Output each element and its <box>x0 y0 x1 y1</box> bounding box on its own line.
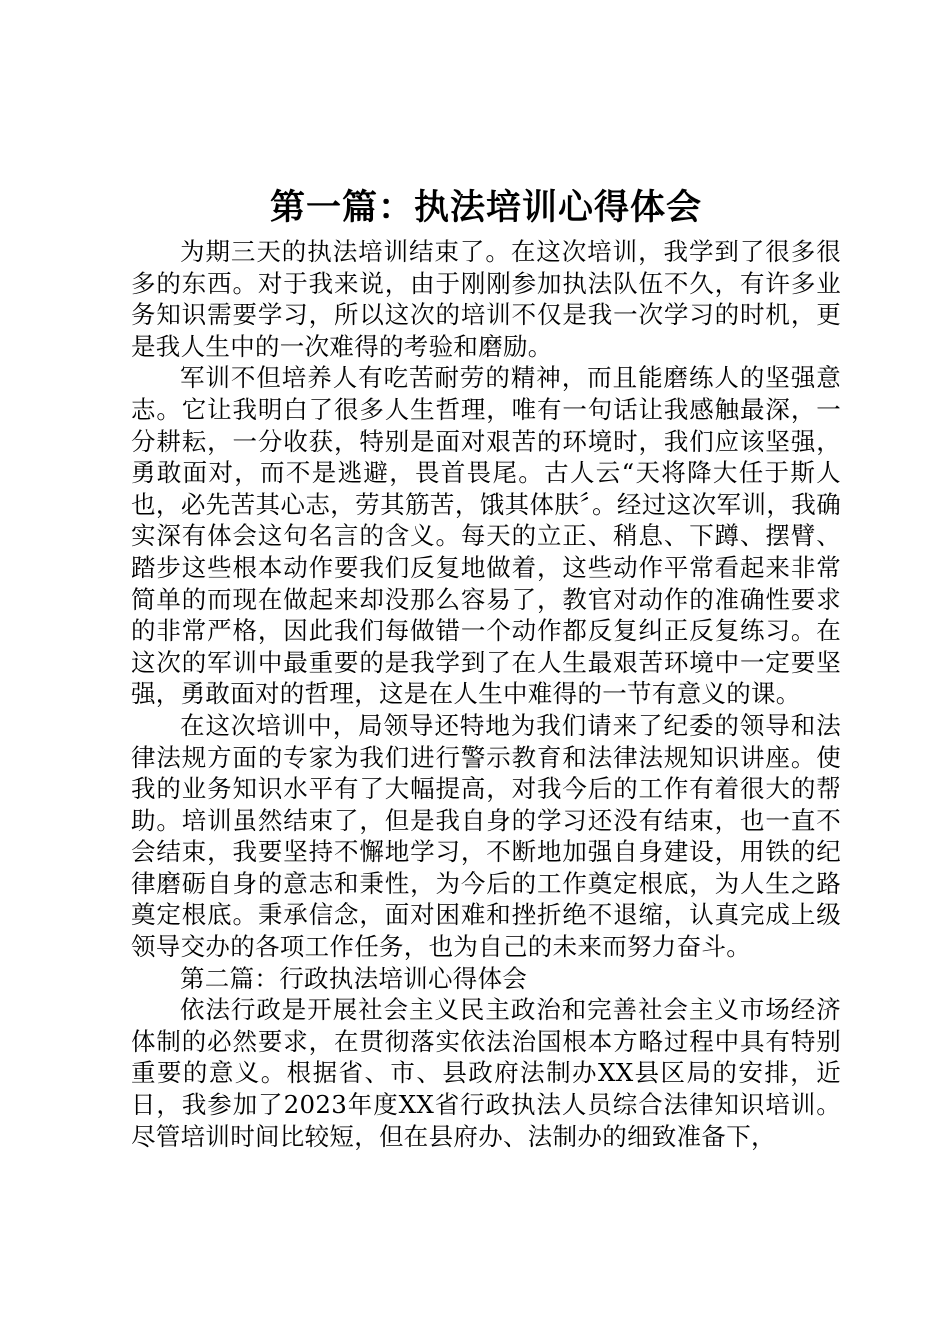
paragraph-4: 依法行政是开展社会主义民主政治和完善社会主义市场经济体制的必然要求，在贯彻落实依法治国根本方略过程中具有特别重要的意义。根据省、市、县政府法制办XX县区局的安排，近日，我参加了2023年度XX省行政执法人员综合法律知识培训。尽管培训时间比较短，但在县府办、法制办的细致准备下， <box>131 995 841 1151</box>
document-title: 第一篇：执法培训心得体会 <box>269 188 702 228</box>
section-heading-2: 第二篇：行政执法培训心得体会 <box>180 963 528 993</box>
document-page <box>131 186 841 1152</box>
paragraph-1: 为期三天的执法培训结束了。在这次培训，我学到了很多很多的东西。对于我来说，由于刚刚参加执法队伍不久，有许多业务知识需要学习，所以这次的培训不仅是我一次学习的时机，更是我人生中的一次难得的考验和磨励。 <box>131 237 841 361</box>
paragraph-3: 在这次培训中，局领导还特地为我们请来了纪委的领导和法律法规方面的专家为我们进行警示教育和法律法规知识讲座。使我的业务知识水平有了大幅提高，对我今后的工作有着很大的帮助。培训虽然结束了，但是我自身的学习还没有结束，也一直不会结束，我要坚持不懈地学习，不断地加强自身建设，用铁的纪律磨砺自身的意志和秉性，为今后的工作奠定根底，为人生之路奠定根底。秉承信念，面对困难和挫折绝不退缩，认真完成上级领导交办的各项工作任务，也为自己的未来而努力奋斗。 <box>131 710 841 962</box>
paragraph-2: 军训不但培养人有吃苦耐劳的精神，而且能磨练人的坚强意志。它让我明白了很多人生哲理，唯有一句话让我感触最深，一分耕耘，一分收获，特别是面对艰苦的环境时，我们应该坚强，勇敢面对，而不是逃避，畏首畏尾。古人云“天将降大任于斯人也，必先苦其心志，劳其筋苦，饿其体肤〞。经过这次军训，我确实深有体会这句名言的含义。每天的立正、稍息、下蹲、摆臂、踏步这些根本动作要我们反复地做着，这些动作平常看起来非常简单的而现在做起来却没那么容易了，教官对动作的准确性要求的非常严格，因此我们每做错一个动作都反复纠正反复练习。在这次的军训中最重要的是我学到了在人生最艰苦环境中一定要坚强，勇敢面对的哲理，这是在人生中难得的一节有意义的课。 <box>131 363 841 709</box>
